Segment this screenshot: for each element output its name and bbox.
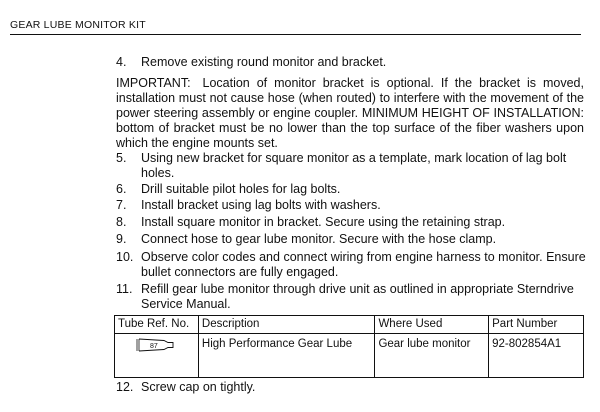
step-number: 10. [116,250,134,264]
important-text: Location of monitor bracket is optional. If the bracket is moved, installation must not cause hose (when routed) to interfere with the movement of the power steering assembly or engine coupler. MINIMUM HEIGHT OF INSTALLATION: bottom of bracket must be no lower than the top surface of the fiber washers upon which the engine mounts set. [116,76,584,150]
column-header: Tube Ref. No. [115,316,199,334]
step-number: 6. [116,182,127,196]
step-number: 4. [116,55,127,69]
step-text: Observe color codes and connect wiring from engine harness to monitor. Ensure bullet connectors are fully engaged. [141,250,586,279]
step-number: 11. [116,282,133,296]
column-header: Part Number [489,316,584,334]
lube-tube-icon [136,338,176,352]
tube-ref-number: 87 [150,343,158,350]
table-row [115,334,584,378]
step-text: Install bracket using lag bolts with washers. [141,198,381,212]
table-header-row [115,316,584,334]
step-text: Screw cap on tightly. [141,380,256,394]
step-number: 9. [116,232,127,246]
important-label: IMPORTANT: [116,76,191,90]
step-text: Install square monitor in bracket. Secure using the retaining strap. [141,215,506,229]
step-number: 8. [116,215,127,229]
step-text: Connect hose to gear lube monitor. Secure with the hose clamp. [141,232,497,246]
parts-table [114,315,584,378]
column-header: Description [198,316,375,334]
step-text: Remove existing round monitor and bracket. [141,55,387,69]
tube-ref-cell [115,334,199,378]
step-text: Drill suitable pilot holes for lag bolts. [141,182,341,196]
header-rule [10,34,581,35]
important-note [116,76,584,151]
step-number: 12. [116,380,134,394]
part-number-cell: 92-802854A1 [489,334,584,378]
where-used-cell: Gear lube monitor [375,334,489,378]
step-text: Using new bracket for square monitor as a template, mark location of lag bolt holes. [141,151,567,180]
description-cell: High Performance Gear Lube [198,334,375,378]
step-number: 7. [116,198,127,212]
step-text: Refill gear lube monitor through drive unit as outlined in appropriate Sterndrive Service Manual. [141,282,574,311]
step-number: 5. [116,151,127,165]
section-header: GEAR LUBE MONITOR KIT [10,19,146,31]
column-header: Where Used [375,316,489,334]
